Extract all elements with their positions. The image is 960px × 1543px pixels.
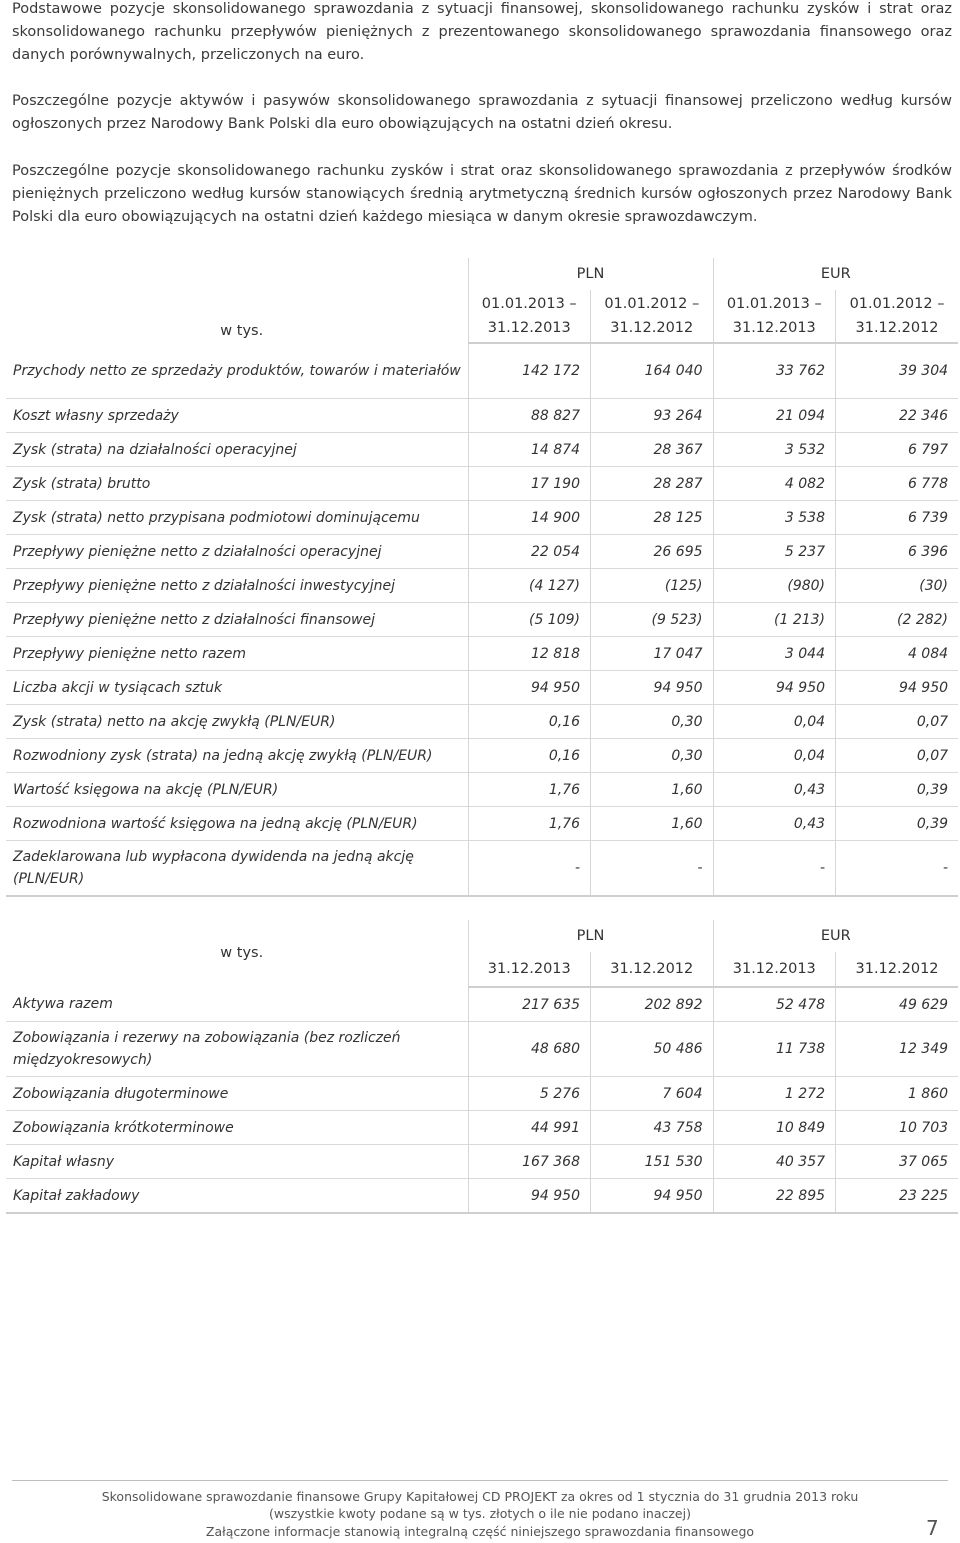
row-value: 4 082 — [713, 467, 836, 501]
row-value: 88 827 — [468, 399, 591, 433]
row-value: 0,04 — [713, 739, 836, 773]
row-label: Zysk (strata) netto przypisana podmiotowi dominującemu — [6, 501, 468, 535]
row-value: 22 346 — [836, 399, 959, 433]
row-value: 164 040 — [591, 343, 714, 399]
row-label: Przepływy pieniężne netto z działalności operacyjnej — [6, 535, 468, 569]
row-value: 202 892 — [591, 987, 714, 1022]
assets-conversion-paragraph: Poszczególne pozycje aktywów i pasywów skonsolidowanego sprawozdania z sytuacji finansowej przeliczono według kursów ogłoszonych przez Narodowy Bank Polski dla euro obowiązujących na ostatni dzień okresu. — [12, 93, 952, 132]
row-label: Aktywa razem — [6, 987, 468, 1022]
table-row — [6, 1022, 958, 1077]
row-value: 28 125 — [591, 501, 714, 535]
row-value: 1 860 — [836, 1077, 959, 1111]
row-label: Zobowiązania i rezerwy na zobowiązania (bez rozliczeń międzyokresowych) — [6, 1022, 468, 1077]
table-row — [6, 739, 958, 773]
row-value: 4 084 — [836, 637, 959, 671]
income-cashflow-table — [6, 258, 958, 897]
table-row — [6, 603, 958, 637]
date-header: 31.12.2012 — [591, 952, 714, 987]
row-value: 0,07 — [836, 705, 959, 739]
row-value: 3 538 — [713, 501, 836, 535]
table-row — [6, 1179, 958, 1214]
row-value: 3 044 — [713, 637, 836, 671]
period-header: 01.01.2012 – 31.12.2012 — [591, 290, 714, 343]
row-value: 23 225 — [836, 1179, 959, 1214]
currency-eur-header: EUR — [713, 920, 958, 952]
row-label: Rozwodniona wartość księgowa na jedną akcję (PLN/EUR) — [6, 807, 468, 841]
row-value: 1,76 — [468, 807, 591, 841]
row-label: Przychody netto ze sprzedaży produktów, towarów i materiałów — [6, 343, 468, 399]
table-row — [6, 535, 958, 569]
row-value: 39 304 — [836, 343, 959, 399]
row-value: 1,76 — [468, 773, 591, 807]
row-label: Wartość księgowa na akcję (PLN/EUR) — [6, 773, 468, 807]
table-row — [6, 1077, 958, 1111]
row-value: 14 874 — [468, 433, 591, 467]
footer-disclaimer: Załączone informacje stanowią integralną część niniejszego sprawozdania finansowego — [205, 1524, 755, 1539]
row-value: 217 635 — [468, 987, 591, 1022]
row-value: 21 094 — [713, 399, 836, 433]
row-value: 6 797 — [836, 433, 959, 467]
row-value: - — [836, 841, 959, 897]
period-header: 01.01.2013 – 31.12.2013 — [468, 290, 591, 343]
row-value: 94 950 — [468, 671, 591, 705]
currency-pln-header: PLN — [468, 920, 713, 952]
unit-label — [6, 258, 468, 343]
date-header: 31.12.2013 — [468, 952, 591, 987]
table-row — [6, 433, 958, 467]
row-value: 28 287 — [591, 467, 714, 501]
unit-label — [6, 920, 468, 987]
row-label: Zysk (strata) na działalności operacyjnej — [6, 433, 468, 467]
row-value: 0,07 — [836, 739, 959, 773]
row-value: (2 282) — [836, 603, 959, 637]
row-value: (125) — [591, 569, 714, 603]
row-value: 50 486 — [591, 1022, 714, 1077]
row-value: 142 172 — [468, 343, 591, 399]
currency-eur-header: EUR — [713, 258, 958, 290]
row-value: 0,30 — [591, 739, 714, 773]
row-value: 0,43 — [713, 773, 836, 807]
table-row — [6, 569, 958, 603]
row-value: 0,43 — [713, 807, 836, 841]
row-value: 11 738 — [713, 1022, 836, 1077]
period-header: 01.01.2012 – 31.12.2012 — [836, 290, 959, 343]
table-row — [6, 399, 958, 433]
row-value: 0,39 — [836, 773, 959, 807]
income-conversion-paragraph: Poszczególne pozycje skonsolidowanego rachunku zysków i strat oraz skonsolidowanego sprawozdania z przepływów środków pieniężnych przeliczono według kursów stanowiących średnią arytmetyczną średnich kursów ogłoszonych przez Narodowy Bank Polski dla euro obowiązujących na ostatni dzień każdego miesiąca w danym okresie sprawozdawczym. — [12, 163, 952, 225]
footer-divider — [12, 1480, 948, 1481]
table-row — [6, 637, 958, 671]
row-value: 0,16 — [468, 705, 591, 739]
row-value: - — [468, 841, 591, 897]
footer-title: Skonsolidowane sprawozdanie finansowe Grupy Kapitałowej CD PROJEKT za okres od 1 stycznia do 31 grudnia 2013 roku — [101, 1489, 859, 1504]
row-value: 37 065 — [836, 1145, 959, 1179]
date-header: 31.12.2012 — [836, 952, 959, 987]
row-value: (980) — [713, 569, 836, 603]
row-value: 14 900 — [468, 501, 591, 535]
row-value: 1,60 — [591, 807, 714, 841]
unit-text: w tys. — [220, 944, 264, 961]
row-value: 12 818 — [468, 637, 591, 671]
row-value: 6 739 — [836, 501, 959, 535]
row-value: 12 349 — [836, 1022, 959, 1077]
row-value: 3 532 — [713, 433, 836, 467]
row-label: Przepływy pieniężne netto z działalności inwestycyjnej — [6, 569, 468, 603]
row-value: 94 950 — [591, 671, 714, 705]
row-value: 6 778 — [836, 467, 959, 501]
row-value: (30) — [836, 569, 959, 603]
table-row — [6, 705, 958, 739]
table-row — [6, 841, 958, 897]
page-number: 7 — [926, 1516, 939, 1540]
currency-pln-header: PLN — [468, 258, 713, 290]
table-row — [6, 501, 958, 535]
row-value: - — [713, 841, 836, 897]
date-header: 31.12.2013 — [713, 952, 836, 987]
row-label: Kapitał własny — [6, 1145, 468, 1179]
table-row — [6, 987, 958, 1022]
row-value: 22 895 — [713, 1179, 836, 1214]
row-value: 17 047 — [591, 637, 714, 671]
footer-note: (wszystkie kwoty podane są w tys. złotych o ile nie podano inaczej) — [269, 1506, 691, 1521]
row-value: 5 276 — [468, 1077, 591, 1111]
row-value: 94 950 — [713, 671, 836, 705]
row-value: 49 629 — [836, 987, 959, 1022]
row-label: Zysk (strata) netto na akcję zwykłą (PLN/EUR) — [6, 705, 468, 739]
row-label: Przepływy pieniężne netto razem — [6, 637, 468, 671]
row-label: Zadeklarowana lub wypłacona dywidenda na jedną akcję (PLN/EUR) — [6, 841, 468, 897]
row-value: (1 213) — [713, 603, 836, 637]
row-value: 40 357 — [713, 1145, 836, 1179]
intro-paragraph: Podstawowe pozycje skonsolidowanego sprawozdania z sytuacji finansowej, skonsolidowanego rachunku zysków i strat oraz skonsolidowanego rachunku przepływów pieniężnych z prezentowanego skonsolidowanego sprawozdania finansowego oraz danych porównywalnych, przeliczonych na euro. — [12, 1, 952, 63]
table-row — [6, 343, 958, 399]
row-value: 10 849 — [713, 1111, 836, 1145]
row-value: 44 991 — [468, 1111, 591, 1145]
row-value: 0,30 — [591, 705, 714, 739]
row-label: Zobowiązania długoterminowe — [6, 1077, 468, 1111]
row-label: Kapitał zakładowy — [6, 1179, 468, 1214]
table-row — [6, 671, 958, 705]
row-value: 0,39 — [836, 807, 959, 841]
row-value: 52 478 — [713, 987, 836, 1022]
row-value: - — [591, 841, 714, 897]
row-value: 43 758 — [591, 1111, 714, 1145]
row-value: 1 272 — [713, 1077, 836, 1111]
row-value: 28 367 — [591, 433, 714, 467]
row-value: (5 109) — [468, 603, 591, 637]
row-value: 22 054 — [468, 535, 591, 569]
row-label: Koszt własny sprzedaży — [6, 399, 468, 433]
row-value: 6 396 — [836, 535, 959, 569]
row-value: 0,04 — [713, 705, 836, 739]
row-value: 94 950 — [468, 1179, 591, 1214]
table-row — [6, 807, 958, 841]
row-label: Zobowiązania krótkoterminowe — [6, 1111, 468, 1145]
row-label: Rozwodniony zysk (strata) na jedną akcję zwykłą (PLN/EUR) — [6, 739, 468, 773]
row-value: (4 127) — [468, 569, 591, 603]
table-row — [6, 467, 958, 501]
row-label: Zysk (strata) brutto — [6, 467, 468, 501]
table-row — [6, 773, 958, 807]
row-value: 33 762 — [713, 343, 836, 399]
period-header: 01.01.2013 – 31.12.2013 — [713, 290, 836, 343]
row-value: 94 950 — [836, 671, 959, 705]
unit-text: w tys. — [220, 323, 264, 339]
row-value: 151 530 — [591, 1145, 714, 1179]
row-value: 26 695 — [591, 535, 714, 569]
row-value: 94 950 — [591, 1179, 714, 1214]
row-value: 10 703 — [836, 1111, 959, 1145]
row-value: 93 264 — [591, 399, 714, 433]
row-value: 48 680 — [468, 1022, 591, 1077]
row-value: 17 190 — [468, 467, 591, 501]
row-value: 0,16 — [468, 739, 591, 773]
row-value: 167 368 — [468, 1145, 591, 1179]
table-row — [6, 1111, 958, 1145]
table-row — [6, 1145, 958, 1179]
row-value: 5 237 — [713, 535, 836, 569]
row-label: Przepływy pieniężne netto z działalności finansowej — [6, 603, 468, 637]
balance-sheet-table — [6, 920, 958, 1214]
row-value: 1,60 — [591, 773, 714, 807]
row-label: Liczba akcji w tysiącach sztuk — [6, 671, 468, 705]
row-value: (9 523) — [591, 603, 714, 637]
row-value: 7 604 — [591, 1077, 714, 1111]
